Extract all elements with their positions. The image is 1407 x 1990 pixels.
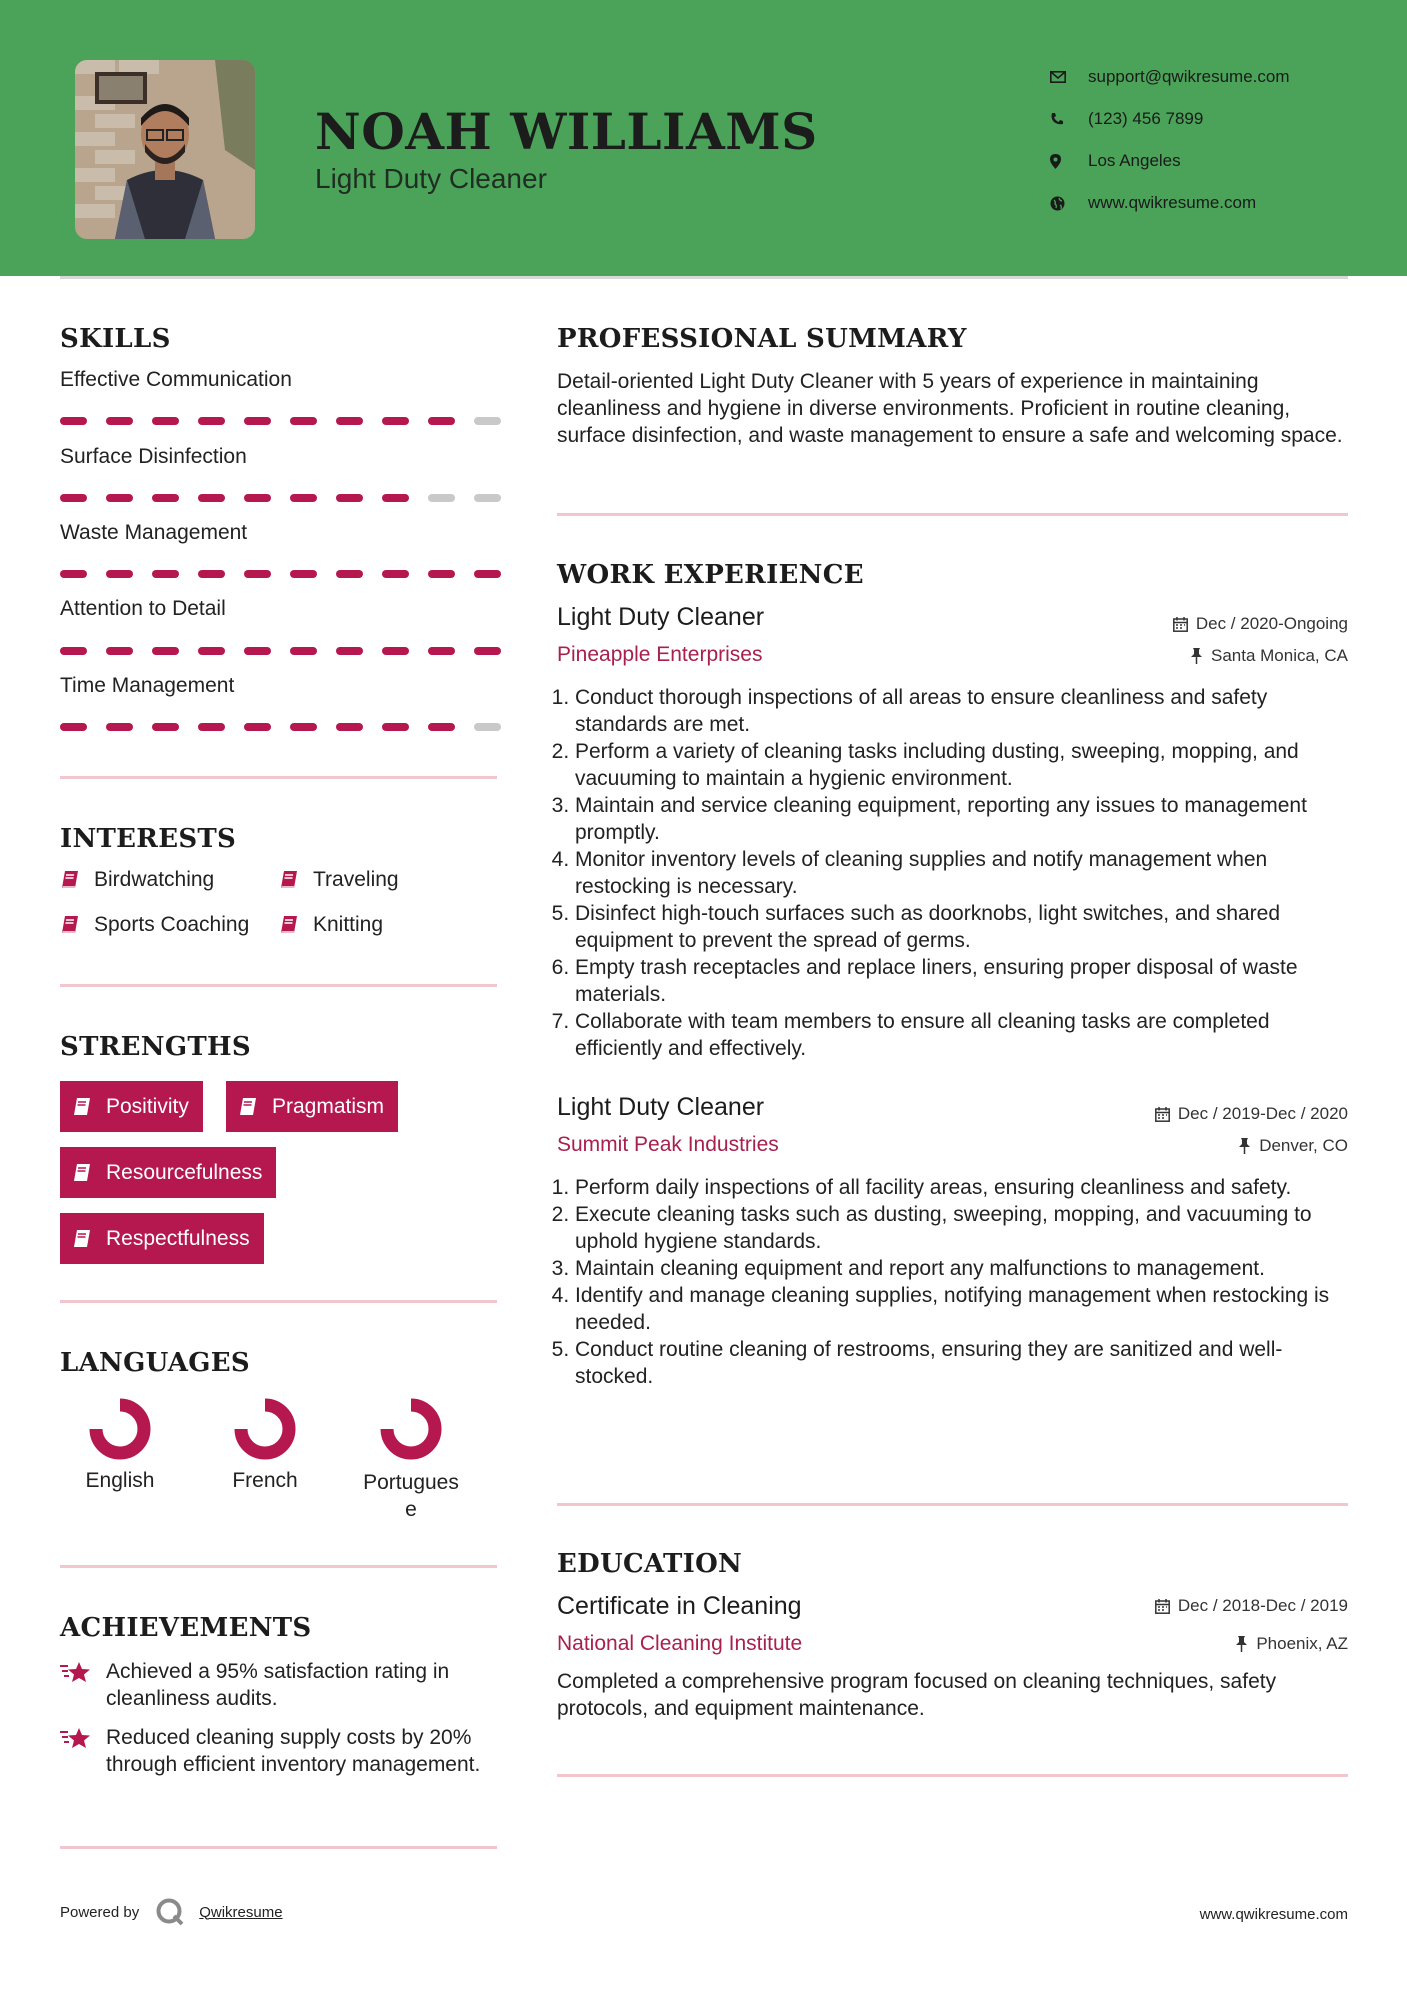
book-icon bbox=[279, 915, 299, 935]
job-dates bbox=[1173, 614, 1348, 634]
skill-dash-filled bbox=[382, 494, 409, 502]
skill-dash-filled bbox=[290, 494, 317, 502]
skill-dash-filled bbox=[106, 723, 133, 731]
contact-website-text: www.qwikresume.com bbox=[1088, 193, 1257, 212]
powered-by-label: Powered by bbox=[60, 1903, 140, 1921]
skill-dash-filled bbox=[336, 417, 363, 425]
strengths-heading: STRENGTHS bbox=[60, 1032, 251, 1062]
language-item bbox=[60, 1397, 180, 1493]
language-item bbox=[205, 1397, 325, 1493]
section-divider bbox=[557, 1774, 1348, 1777]
skill-dash-filled bbox=[244, 647, 271, 655]
skill-dash-filled bbox=[106, 417, 133, 425]
experience-heading: WORK EXPERIENCE bbox=[557, 560, 864, 590]
interest-item bbox=[279, 868, 399, 892]
languages-heading: LANGUAGES bbox=[60, 1348, 250, 1378]
skill-dash-filled bbox=[152, 723, 179, 731]
qwikresume-logo-icon bbox=[155, 1897, 185, 1927]
book-icon bbox=[72, 1097, 92, 1117]
skill-dash-filled bbox=[428, 417, 455, 425]
summary-heading: PROFESSIONAL SUMMARY bbox=[557, 324, 967, 354]
achievements-heading: ACHIEVEMENTS bbox=[60, 1613, 312, 1643]
job-duty-item: 2. Perform a variety of cleaning tasks including dusting, sweeping, mopping, and vacuuming to maintain a hygienic environment. bbox=[575, 738, 1345, 792]
location-pin-icon bbox=[1050, 154, 1088, 169]
contact-email[interactable] bbox=[1050, 56, 1380, 98]
skill-dash-filled bbox=[152, 570, 179, 578]
language-name: Portugues e bbox=[363, 1471, 459, 1521]
skill-dash-filled bbox=[244, 723, 271, 731]
skill-dash-filled bbox=[198, 723, 225, 731]
job-role: Light Duty Cleaner bbox=[557, 1093, 765, 1121]
strength-tag bbox=[60, 1081, 203, 1132]
skill-dash-filled bbox=[106, 647, 133, 655]
education-heading: EDUCATION bbox=[557, 1549, 743, 1579]
language-item bbox=[351, 1397, 471, 1523]
interest-label: Birdwatching bbox=[94, 868, 215, 891]
candidate-title: Light Duty Cleaner bbox=[315, 163, 547, 194]
language-level-arc bbox=[241, 1405, 289, 1453]
skill-dash-filled bbox=[60, 417, 87, 425]
skill-dash-filled bbox=[244, 494, 271, 502]
skill-dash-filled bbox=[106, 494, 133, 502]
achievement-text: Reduced cleaning supply costs by 20% through efficient inventory management. bbox=[106, 1726, 481, 1776]
skill-dash-filled bbox=[60, 494, 87, 502]
skill-dash-filled bbox=[244, 570, 271, 578]
job-dates-text: Dec / 2019-Dec / 2020 bbox=[1177, 1104, 1348, 1123]
strength-label: Positivity bbox=[106, 1094, 189, 1118]
job-duties-list bbox=[575, 1174, 1345, 1390]
skill-dash-filled bbox=[60, 647, 87, 655]
book-icon bbox=[60, 870, 80, 890]
candidate-name: NOAH WILLIAMS bbox=[315, 102, 818, 161]
interests-heading: INTERESTS bbox=[60, 824, 237, 854]
skill-dash-filled bbox=[198, 417, 225, 425]
calendar-icon bbox=[1155, 1599, 1170, 1614]
job-dates bbox=[1155, 1104, 1348, 1124]
skill-dash-filled bbox=[428, 723, 455, 731]
summary-text: Detail-oriented Light Duty Cleaner with 5 years of experience in maintaining cleanliness and hygiene in diverse environments. Proficient in routine cleaning, surface disinfection, and waste management to ensure a safe and welcoming space. bbox=[557, 370, 1343, 447]
skill-dash-filled bbox=[290, 417, 317, 425]
skill-dash-filled bbox=[336, 494, 363, 502]
language-level-ring bbox=[88, 1397, 152, 1461]
skill-dash-filled bbox=[428, 570, 455, 578]
skill-rating-bar bbox=[60, 417, 501, 425]
job-role: Light Duty Cleaner bbox=[557, 603, 765, 631]
skill-dash-filled bbox=[198, 494, 225, 502]
skill-rating-bar bbox=[60, 494, 501, 502]
job-duty-item: 5. Conduct routine cleaning of restrooms, ensuring they are sanitized and well-stocked. bbox=[575, 1336, 1345, 1390]
skill-rating-bar bbox=[60, 570, 501, 578]
section-divider bbox=[60, 1846, 497, 1849]
job-duty-item: 1. Perform daily inspections of all facility areas, ensuring cleanliness and safety. bbox=[575, 1174, 1345, 1201]
job-duty-item: 3. Maintain cleaning equipment and report any malfunctions to management. bbox=[575, 1255, 1345, 1282]
skill-name: Time Management bbox=[60, 674, 235, 697]
job-duty-item: 4. Monitor inventory levels of cleaning supplies and notify management when restocking is necessary. bbox=[575, 846, 1345, 900]
skill-dash-filled bbox=[474, 647, 501, 655]
calendar-icon bbox=[1173, 617, 1188, 632]
footer-url[interactable]: www.qwikresume.com bbox=[1199, 1906, 1348, 1923]
book-icon bbox=[60, 915, 80, 935]
calendar-icon bbox=[1155, 1107, 1170, 1122]
language-name: French bbox=[232, 1469, 298, 1492]
skill-dash-filled bbox=[474, 570, 501, 578]
skill-dash-filled bbox=[60, 570, 87, 578]
qwikresume-link[interactable]: Qwikresume bbox=[199, 1903, 283, 1921]
skill-dash-filled bbox=[336, 570, 363, 578]
interest-item bbox=[279, 913, 383, 937]
job-duty-item: 5. Disinfect high-touch surfaces such as doorknobs, light switches, and shared equipment to prevent the spread of germs. bbox=[575, 900, 1345, 954]
skill-name: Surface Disinfection bbox=[60, 445, 247, 468]
skill-dash-filled bbox=[60, 723, 87, 731]
strength-tag bbox=[60, 1213, 264, 1264]
education-location bbox=[1235, 1634, 1348, 1654]
skill-dash-filled bbox=[290, 723, 317, 731]
book-icon bbox=[72, 1163, 92, 1183]
skill-dash-filled bbox=[290, 647, 317, 655]
book-icon bbox=[72, 1229, 92, 1249]
job-location bbox=[1238, 1136, 1348, 1156]
footer-powered-by bbox=[60, 1897, 283, 1927]
language-level-arc bbox=[387, 1405, 435, 1453]
skill-dash-filled bbox=[152, 494, 179, 502]
job-location-text: Denver, CO bbox=[1259, 1136, 1348, 1155]
skills-heading: SKILLS bbox=[60, 324, 171, 354]
contact-list bbox=[1050, 56, 1380, 224]
education-location-text: Phoenix, AZ bbox=[1256, 1634, 1348, 1653]
skill-dash-filled bbox=[152, 417, 179, 425]
skill-dash-filled bbox=[382, 723, 409, 731]
interest-label: Sports Coaching bbox=[94, 913, 250, 936]
contact-website[interactable] bbox=[1050, 182, 1380, 224]
education-dates-text: Dec / 2018-Dec / 2019 bbox=[1177, 1596, 1348, 1615]
skill-dash-filled bbox=[152, 647, 179, 655]
job-duties-list bbox=[575, 684, 1345, 1062]
skill-dash-filled bbox=[106, 570, 133, 578]
job-duty-item: 3. Maintain and service cleaning equipment, reporting any issues to management promptly. bbox=[575, 792, 1345, 846]
language-level-arc bbox=[96, 1405, 144, 1453]
education-school: National Cleaning Institute bbox=[557, 1632, 803, 1655]
interest-label: Traveling bbox=[313, 868, 399, 891]
section-divider bbox=[557, 1503, 1348, 1506]
skill-rating-bar bbox=[60, 723, 501, 731]
achievement-item bbox=[60, 1724, 500, 1778]
strength-label: Respectfulness bbox=[106, 1226, 250, 1250]
resume-header bbox=[0, 0, 1407, 276]
skill-dash-filled bbox=[382, 570, 409, 578]
section-divider bbox=[557, 513, 1348, 516]
skill-rating-bar bbox=[60, 647, 501, 655]
strength-label: Resourcefulness bbox=[106, 1160, 263, 1184]
contact-location-text: Los Angeles bbox=[1088, 151, 1181, 170]
skill-dash-filled bbox=[198, 647, 225, 655]
strength-tag bbox=[226, 1081, 398, 1132]
job-duty-item: 6. Empty trash receptacles and replace liners, ensuring proper disposal of waste materials. bbox=[575, 954, 1345, 1008]
skill-dash-filled bbox=[336, 723, 363, 731]
pushpin-icon bbox=[1190, 648, 1203, 664]
interest-item bbox=[60, 913, 249, 937]
language-level-ring bbox=[233, 1397, 297, 1461]
job-company: Summit Peak Industries bbox=[557, 1133, 779, 1156]
job-duty-item: 1. Conduct thorough inspections of all areas to ensure cleanliness and safety standards are met. bbox=[575, 684, 1345, 738]
pushpin-icon bbox=[1238, 1138, 1251, 1154]
skill-dash-filled bbox=[244, 417, 271, 425]
skill-dash-empty bbox=[428, 494, 455, 502]
language-level-ring bbox=[379, 1397, 443, 1461]
job-duty-item: 2. Execute cleaning tasks such as dusting, sweeping, mopping, and vacuuming to uphold hygiene standards. bbox=[575, 1201, 1345, 1255]
contact-phone-text: (123) 456 7899 bbox=[1088, 109, 1204, 128]
job-company: Pineapple Enterprises bbox=[557, 643, 763, 666]
pushpin-icon bbox=[1235, 1636, 1248, 1652]
skill-dash-filled bbox=[382, 647, 409, 655]
star-icon bbox=[60, 1660, 92, 1686]
job-location bbox=[1190, 646, 1348, 666]
skill-name: Waste Management bbox=[60, 521, 248, 544]
interest-label: Knitting bbox=[313, 913, 384, 936]
job-duty-item: 7. Collaborate with team members to ensure all cleaning tasks are completed efficiently and effectively. bbox=[575, 1008, 1345, 1062]
globe-icon bbox=[1050, 196, 1088, 211]
skill-dash-filled bbox=[382, 417, 409, 425]
contact-phone[interactable] bbox=[1050, 98, 1380, 140]
skill-dash-empty bbox=[474, 417, 501, 425]
skill-name: Attention to Detail bbox=[60, 597, 226, 620]
header-divider bbox=[60, 276, 1348, 279]
contact-location bbox=[1050, 140, 1380, 182]
skill-dash-filled bbox=[336, 647, 363, 655]
achievement-item bbox=[60, 1658, 500, 1712]
section-divider bbox=[60, 776, 497, 779]
contact-email-text: support@qwikresume.com bbox=[1088, 67, 1290, 86]
book-icon bbox=[238, 1097, 258, 1117]
education-description: Completed a comprehensive program focused on cleaning techniques, safety protocols, and equipment maintenance. bbox=[557, 1670, 1277, 1720]
job-dates-text: Dec / 2020-Ongoing bbox=[1195, 614, 1348, 633]
section-divider bbox=[60, 1300, 497, 1303]
skill-dash-filled bbox=[198, 570, 225, 578]
achievement-text: Achieved a 95% satisfaction rating in cleanliness audits. bbox=[106, 1660, 450, 1710]
interest-item bbox=[60, 868, 214, 892]
skill-dash-filled bbox=[428, 647, 455, 655]
envelope-icon bbox=[1050, 71, 1088, 83]
section-divider bbox=[60, 1565, 497, 1568]
star-icon bbox=[60, 1726, 92, 1752]
strength-label: Pragmatism bbox=[272, 1094, 385, 1118]
book-icon bbox=[279, 870, 299, 890]
skill-dash-empty bbox=[474, 494, 501, 502]
education-degree: Certificate in Cleaning bbox=[557, 1592, 802, 1620]
profile-photo bbox=[75, 60, 255, 239]
strength-tag bbox=[60, 1147, 276, 1198]
education-dates bbox=[1155, 1596, 1348, 1616]
section-divider bbox=[60, 984, 497, 987]
skill-name: Effective Communication bbox=[60, 368, 292, 391]
skill-dash-filled bbox=[290, 570, 317, 578]
phone-icon bbox=[1050, 112, 1088, 126]
job-duty-item: 4. Identify and manage cleaning supplies, notifying management when restocking is needed. bbox=[575, 1282, 1345, 1336]
skill-dash-empty bbox=[474, 723, 501, 731]
job-location-text: Santa Monica, CA bbox=[1210, 646, 1348, 665]
language-name: English bbox=[85, 1469, 155, 1492]
